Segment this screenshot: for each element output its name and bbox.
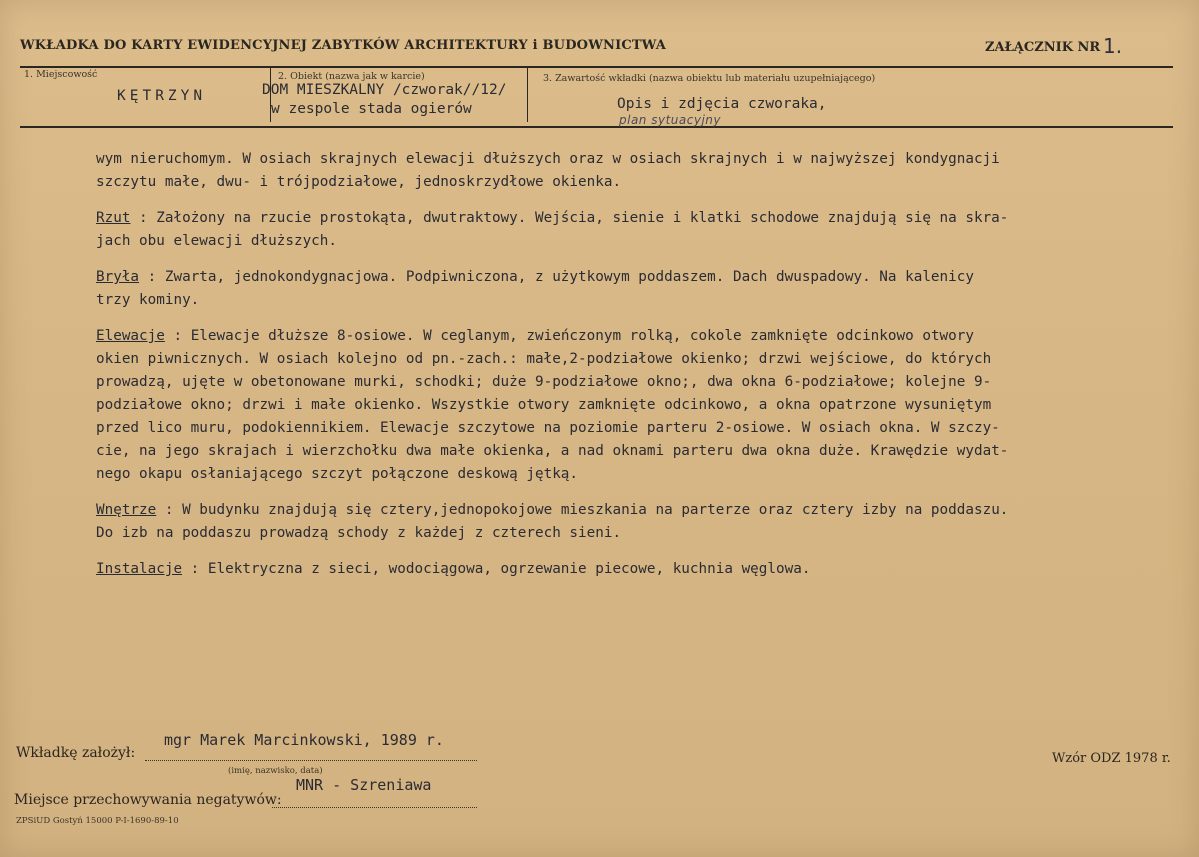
instalacje-heading: Instalacje	[96, 561, 183, 577]
wnetrze-text: : W budynku znajdują się cztery,jednopokojowe mieszkania na parterze oraz cztery izby na poddaszu.	[156, 502, 1009, 518]
rzut-paragraph	[96, 207, 1176, 253]
author-label: Wkładkę założył:	[16, 745, 136, 761]
object-label: 2. Obiekt (nazwa jak w karcie)	[278, 71, 425, 82]
intro-line: szczytu małe, dwu- i trójpodziałowe, jednoskrzydłowe okienka.	[96, 174, 622, 190]
bryla-text: : Zwarta, jednokondygnacjowa. Podpiwniczona, z użytkowym poddaszem. Dach dwuspadowy. Na kalenicy	[139, 269, 974, 285]
attachment-number: 1.	[1103, 34, 1123, 58]
elewacje-line: przed lico muru, podokiennikiem. Elewacje szczytowe na poziomie parteru 2-osiowe. W osiach okna. W szczy-	[96, 420, 1000, 436]
author-value: mgr Marek Marcinkowski, 1989 r.	[164, 731, 444, 749]
bryla-paragraph	[96, 266, 1176, 312]
bryla-line: trzy kominy.	[96, 292, 200, 308]
elewacje-line: cie, na jego skrajach i wierzchołku dwa małe okienka, a nad oknami parteru dwa okna duże. Krawędzie wydat-	[96, 443, 1009, 459]
negatives-value: MNR - Szreniawa	[296, 776, 432, 794]
place-value: KĘTRZYN	[117, 88, 207, 104]
elewacje-text: : Elewacje dłuższe 8-osiowe. W ceglanym, zwieńczonym rolką, cokole zamknięte odcinkowo otwory	[164, 328, 974, 344]
elewacje-line: okien piwnicznych. W osiach kolejno od pn.-zach.: małe,2-podziałowe okienko; drzwi wejściowe, do których	[96, 351, 992, 367]
instalacje-paragraph	[96, 558, 1176, 581]
author-hint: (imię, nazwisko, data)	[228, 766, 323, 776]
elewacje-line: podziałowe okno; drzwi i małe okienko. Wszystkie otwory zamknięte odcinkowo, a okna opatrzone wysuniętym	[96, 397, 992, 413]
attachment-label: ZAŁĄCZNIK NR	[985, 40, 1101, 55]
field-divider-2	[527, 67, 528, 122]
rzut-line	[96, 207, 1176, 230]
intro-paragraph	[96, 148, 1176, 194]
form-code: Wzór ODZ 1978 r.	[1052, 751, 1171, 766]
instalacje-text: : Elektryczna z sieci, wodociągowa, ogrzewanie piecowe, kuchnia węglowa.	[182, 561, 811, 577]
elewacje-line	[96, 325, 1176, 348]
header-rule-top	[20, 66, 1173, 68]
bryla-line	[96, 266, 1176, 289]
bryla-heading: Bryła	[96, 269, 140, 285]
card-title: WKŁADKA DO KARTY EWIDENCYJNEJ ZABYTKÓW ARCHITEKTURY i BUDOWNICTWA	[20, 38, 667, 53]
intro-line: wym nieruchomym. W osiach skrajnych elewacji dłuższych oraz w osiach skrajnych i w najwyższej kondygnacji	[96, 151, 1000, 167]
wnetrze-line: Do izb na poddaszu prowadzą schody z każdej z czterech sieni.	[96, 525, 622, 541]
wnetrze-paragraph	[96, 499, 1176, 545]
negatives-label: Miejsce przechowywania negatywów:	[14, 792, 282, 808]
description-body	[96, 148, 1176, 594]
rzut-heading: Rzut	[96, 210, 131, 226]
content-handwritten-note: plan sytuacyjny	[619, 113, 721, 127]
header-rule-bottom	[20, 126, 1173, 128]
rzut-line: jach obu elewacji dłuższych.	[96, 233, 338, 249]
instalacje-line	[96, 558, 1176, 581]
rzut-text: : Założony na rzucie prostokąta, dwutraktowy. Wejścia, sienie i klatki schodowe znajdują się na skra-	[130, 210, 1009, 226]
elewacje-heading: Elewacje	[96, 328, 165, 344]
object-value-line2: w zespole stada ogierów	[271, 101, 472, 117]
author-dotline	[145, 759, 477, 761]
content-value: Opis i zdjęcia czworaka,	[617, 96, 827, 112]
object-value-line1: DOM MIESZKALNY /czworak//12/	[262, 82, 507, 98]
place-label: 1. Miejscowość	[24, 69, 98, 80]
elewacje-paragraph	[96, 325, 1176, 486]
wnetrze-line	[96, 499, 1176, 522]
negatives-dotline	[272, 806, 477, 808]
content-label: 3. Zawartość wkładki (nazwa obiektu lub materiału uzupełniającego)	[543, 73, 876, 84]
wnetrze-heading: Wnętrze	[96, 502, 157, 518]
elewacje-line: nego okapu osłaniającego szczyt połączone deskową jętką.	[96, 466, 579, 482]
print-info: ZPSiUD Gostyń 15000 P-I-1690-89-10	[16, 816, 179, 826]
elewacje-line: prowadzą, ujęte w obetonowane murki, schodki; duże 9-podziałowe okno;, dwa okna 6-podziałowe; kolejne 9-	[96, 374, 992, 390]
